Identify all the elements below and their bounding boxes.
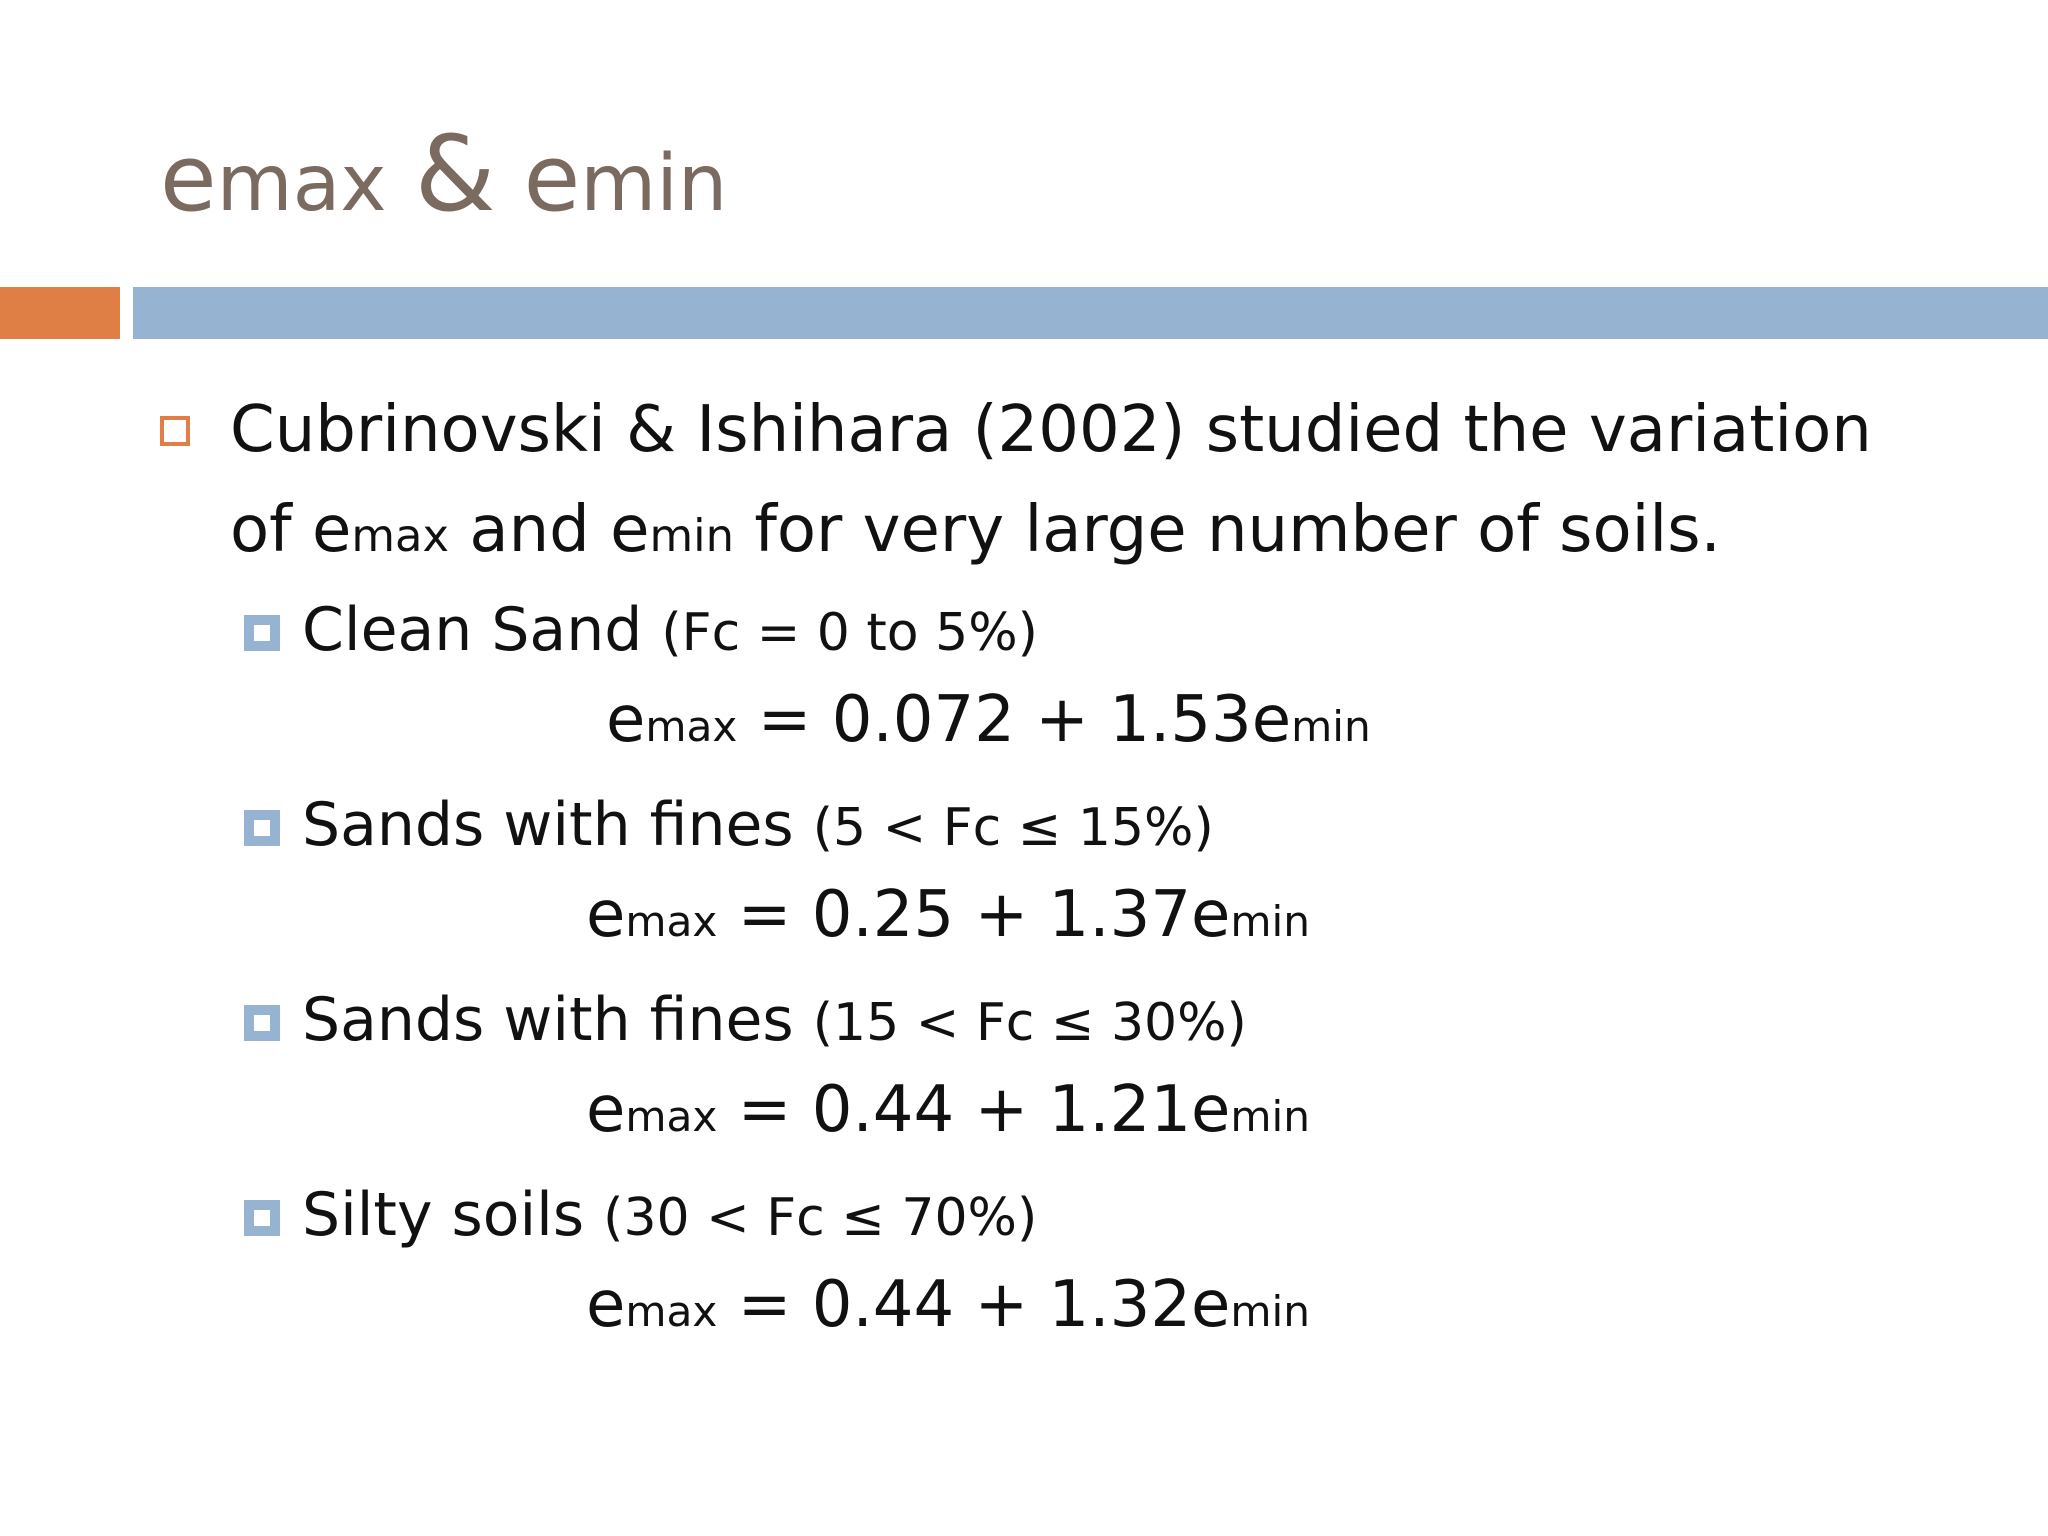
- intro-text: Cubrinovski & Ishihara (2002) studied the variation of emax and emin for very large number of soils.: [230, 393, 1872, 567]
- slide-title: emax & emin: [160, 113, 728, 235]
- equation-clean-sand: emax = 0.072 + 1.53emin: [606, 683, 1371, 757]
- square-filled-bullet-icon: [244, 615, 280, 651]
- square-filled-bullet-icon: [244, 810, 280, 846]
- item-label: Sands with fines (15 < Fc ≤ 30%): [244, 975, 1844, 1068]
- intro-bullet: [160, 380, 1980, 586]
- square-filled-bullet-icon: [244, 1200, 280, 1236]
- equation-sands-fines-15: emax = 0.25 + 1.37emin: [586, 878, 1311, 952]
- item-label: Silty soils (30 < Fc ≤ 70%): [244, 1170, 1844, 1263]
- square-outline-bullet-icon: [160, 416, 190, 446]
- equation-silty-soils: emax = 0.44 + 1.32emin: [586, 1268, 1311, 1342]
- list-item-sands-fines-30: [244, 975, 1844, 1068]
- square-filled-bullet-icon: [244, 1005, 280, 1041]
- equation-sands-fines-30: emax = 0.44 + 1.21emin: [586, 1073, 1311, 1147]
- item-label: Sands with fines (5 < Fc ≤ 15%): [244, 780, 1844, 873]
- list-item-clean-sand: [244, 585, 1844, 678]
- item-label: Clean Sand (Fc = 0 to 5%): [244, 585, 1844, 678]
- list-item-sands-fines-15: [244, 780, 1844, 873]
- title-accent-bar: [0, 287, 120, 339]
- list-item-silty-soils: [244, 1170, 1844, 1263]
- title-divider-bar: [133, 287, 2048, 339]
